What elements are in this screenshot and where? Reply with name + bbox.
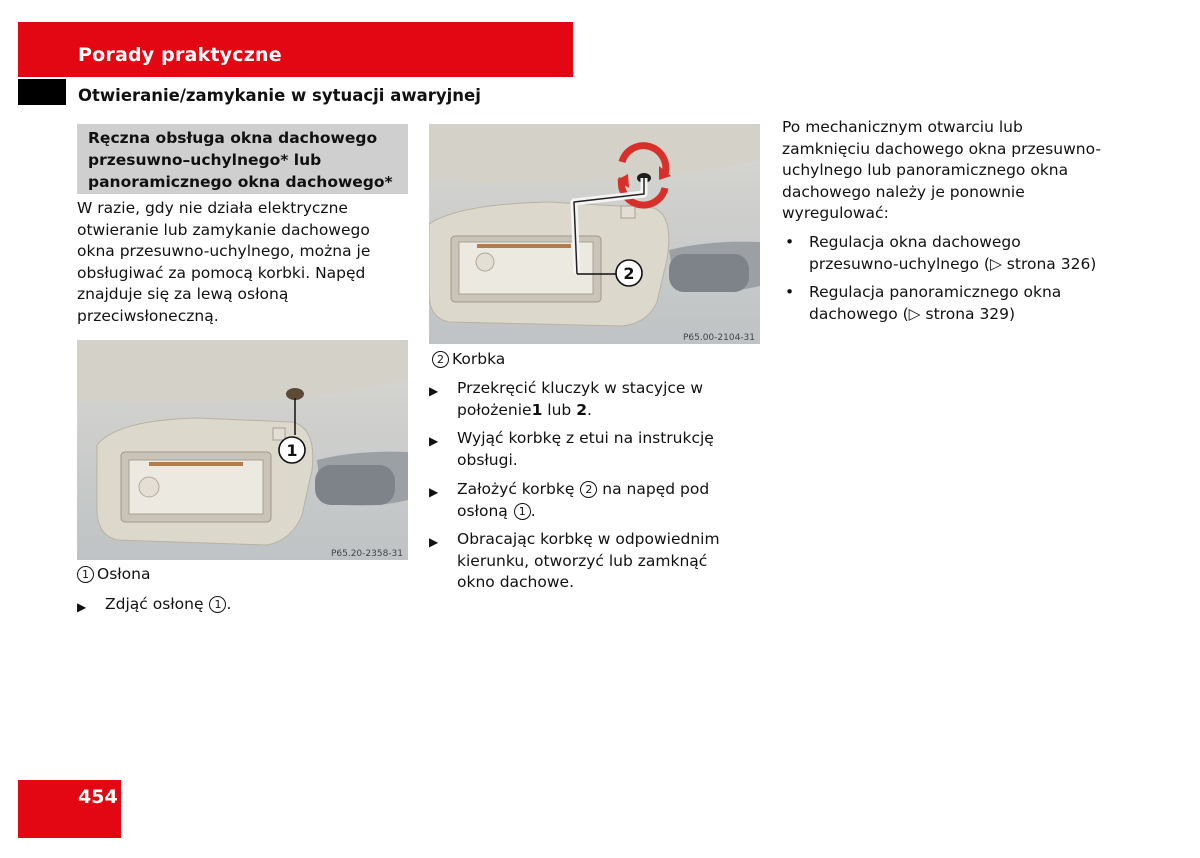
ignition-position: 1 (531, 400, 543, 419)
step-text: . (586, 400, 592, 419)
step-arrow-icon: ▶ (77, 600, 87, 614)
subsection-title: Otwieranie/zamykanie w sytuacji awaryjnej (78, 86, 481, 105)
step-text: Wyjąć korbkę z etui na instrukcję (457, 429, 714, 447)
step-text: Obracając korbkę w odpowiednim (457, 530, 720, 548)
text-line: okna przesuwno-uchylnego, można je (77, 242, 371, 260)
text-line: obsługiwać za pomocą korbki. Napęd (77, 263, 366, 282)
instruction-step (429, 529, 749, 594)
step-text: okno dachowe. (457, 573, 574, 591)
step-text: położenie (457, 400, 532, 419)
caption-text: Korbka (452, 350, 506, 368)
boxed-heading-line: panoramicznego okna dachowego* (88, 173, 393, 191)
callout-number: 2 (432, 351, 449, 368)
step-text: Przekręcić kluczyk w stacyjce w (457, 379, 704, 397)
section-title: Porady praktyczne (78, 44, 282, 66)
step-text: . (530, 501, 536, 520)
text-line: W razie, gdy nie działa elektryczne (77, 199, 348, 217)
text-line: przeciwsłoneczną. (77, 306, 219, 325)
text-line: Po mechanicznym otwarciu lub (782, 118, 1023, 136)
bullet-item (782, 282, 1162, 325)
text-line: otwieranie lub zamykanie dachowego (77, 220, 370, 239)
step-text: osłoną (457, 501, 508, 520)
callout-ref: 2 (580, 481, 597, 498)
step-text-line (457, 501, 749, 523)
text-line: zamknięciu dachowego okna przesuwno- (782, 139, 1101, 158)
sun-visor-photo (77, 340, 408, 560)
step-text-line (457, 479, 749, 501)
step-arrow-icon: ▶ (429, 384, 439, 398)
text-line: uchylnego lub panoramicznego okna (782, 161, 1069, 179)
figure-caption (432, 349, 505, 371)
step-text: obsługi. (457, 450, 518, 469)
step-arrow-icon: ▶ (429, 434, 439, 448)
callout-number: 1 (77, 566, 94, 583)
boxed-heading-line: Ręczna obsługa okna dachowego (88, 129, 378, 147)
step-text: lub (542, 400, 577, 419)
page-number: 454 (78, 786, 118, 808)
bullet-dot: • (785, 233, 795, 251)
callout-2: 2 (623, 264, 635, 283)
step-text: Założyć korbkę (457, 480, 575, 498)
step-text: kierunku, otworzyć lub zamknąć (457, 551, 708, 570)
right-intro-paragraph (782, 117, 1182, 225)
callout-1: 1 (286, 441, 298, 460)
subsection-marker (18, 79, 66, 105)
bullet-text: Regulacja panoramicznego okna (809, 283, 1062, 301)
callout-ref: 1 (209, 596, 226, 613)
bullet-dot: • (785, 283, 795, 301)
figure-caption (77, 564, 151, 586)
text-line: znajduje się za lewą osłoną (77, 285, 289, 303)
text-line: dachowego należy je ponownie (782, 182, 1025, 201)
step-text: na napęd pod (602, 480, 710, 498)
instruction-step (429, 428, 749, 471)
page-reference: przesuwno-uchylnego (▷ strona 326) (809, 254, 1097, 273)
page-reference: dachowego (▷ strona 329) (809, 304, 1016, 323)
text-line: wyregulować: (782, 204, 889, 222)
ignition-position: 2 (576, 400, 587, 419)
instruction-step (77, 594, 397, 616)
step-text: Zdjąć osłonę (105, 595, 204, 613)
intro-paragraph (77, 198, 397, 327)
step-arrow-icon: ▶ (429, 535, 439, 549)
boxed-heading (77, 124, 408, 194)
instruction-step (429, 479, 749, 522)
crank-photo (429, 124, 760, 344)
step-text-end: . (226, 595, 232, 613)
boxed-heading-line: przesuwno–uchylnego* lub (88, 151, 322, 169)
bullet-text: Regulacja okna dachowego (809, 233, 1021, 251)
image-code: P65.00-2104-31 (682, 333, 755, 343)
caption-text: Osłona (97, 565, 151, 583)
callout-ref: 1 (514, 503, 531, 520)
step-text-line (457, 400, 749, 422)
image-code: P65.20-2358-31 (330, 549, 403, 559)
bullet-item (782, 232, 1162, 275)
step-arrow-icon: ▶ (429, 485, 439, 499)
instruction-step (429, 378, 749, 421)
